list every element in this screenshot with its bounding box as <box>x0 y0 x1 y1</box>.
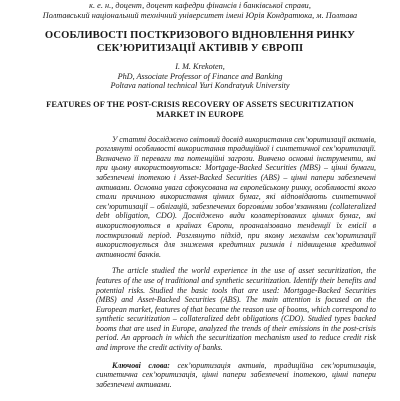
paper-title-uk-line-1: ОСОБЛИВОСТІ ПОСТКРИЗОВОГО ВІДНОВЛЕННЯ РИНКУ <box>44 30 356 41</box>
abstract-en: The article studied the world experience in the use of asset securitization, the features of the use of traditional and synthetic securitization. Identify their benefits and potential risks. Studied the basic tools that are used: Mortgage-Backed Securities (MBS) and Asset-Backed Securities (ABS). The main attention is focused on the European market, features of that became the reason use of booms, which correspond to synthetic securitization – collateralized debt obligations (CDO). Studied types backed booms that are used in Europe, analyzed the trends of their emissions in the post-crisis period. An approach in which the securitization mechanism used to reduce credit risk and improve the credit activity of banks. <box>96 266 376 353</box>
author-name-en: I. M. Krekoten, <box>175 62 225 71</box>
keywords-text: сек’юритизація активів, традиційна сек’юритизація, синтетична сек’юритизація, цінні папери забезпечені іпотекою, цінні папери забезпечені активами. <box>96 360 376 389</box>
paper-title-en <box>40 100 360 121</box>
paper-title-en-line-2: MARKET IN EUROPE <box>156 110 244 120</box>
author-university-uk: Полтавський національний технічний університет імені Юрія Кондратюка, м. Полтава <box>42 11 358 20</box>
abstract-uk: У статті досліджено світовий досвід використання сек’юритизації активів, розглянуті особливості використання традиційної і синтетичної сек’юритизації. Визначено її переваги та потенційні загрози. Вивчено основні інструменти, які при цьому використовуються: Mortgage-Backed Securities (MBS) – цінні бумаги, забезпечені іпотекою і Asset-Backed Securities (ABS) – цінні папери забезпечені активами. Основна увага сфокусована на європейському ринку, особливості якого стали причиною використання цінних бумаг, які відповідають синтетичної сек’юритизації – облігацій, забезпечених боргови́ми зобов’язаннями (collateralized debt obligation, CDO). Досліджено види колатерізованих цінних бумаг, які використовуються в країнах Європи, проаналізовано тенденції їх емісії в посткризовий період. Розглянуто підхід, при якому механізм сек’юритизації використовується для зниження кредитних ризиків і підвищення кредитної активності банків. <box>96 134 376 259</box>
author-affiliation-uk <box>24 1 376 21</box>
keywords <box>96 361 376 390</box>
author-affiliation-en: Poltava national technical Yuri Kondratyuk University <box>110 81 290 91</box>
author-info-en <box>24 62 376 91</box>
keywords-label: Ключові слова: <box>112 360 170 370</box>
paper-title-en-line-1: FEATURES OF THE POST-CRISIS RECOVERY OF ASSETS SECURITIZATION <box>46 99 354 109</box>
author-position-en: PhD, Associate Professor of Finance and Banking <box>117 71 283 81</box>
paper-title-uk-line-2: СЕК’ЮРИТИЗАЦІЇ АКТИВІВ У ЄВРОПІ <box>96 42 304 54</box>
author-position-uk: к. е. н., доцент, доцент кафедри фінансів і банківської справи, <box>89 1 311 10</box>
paper-title-uk <box>24 30 376 55</box>
paper-page <box>0 1 400 401</box>
